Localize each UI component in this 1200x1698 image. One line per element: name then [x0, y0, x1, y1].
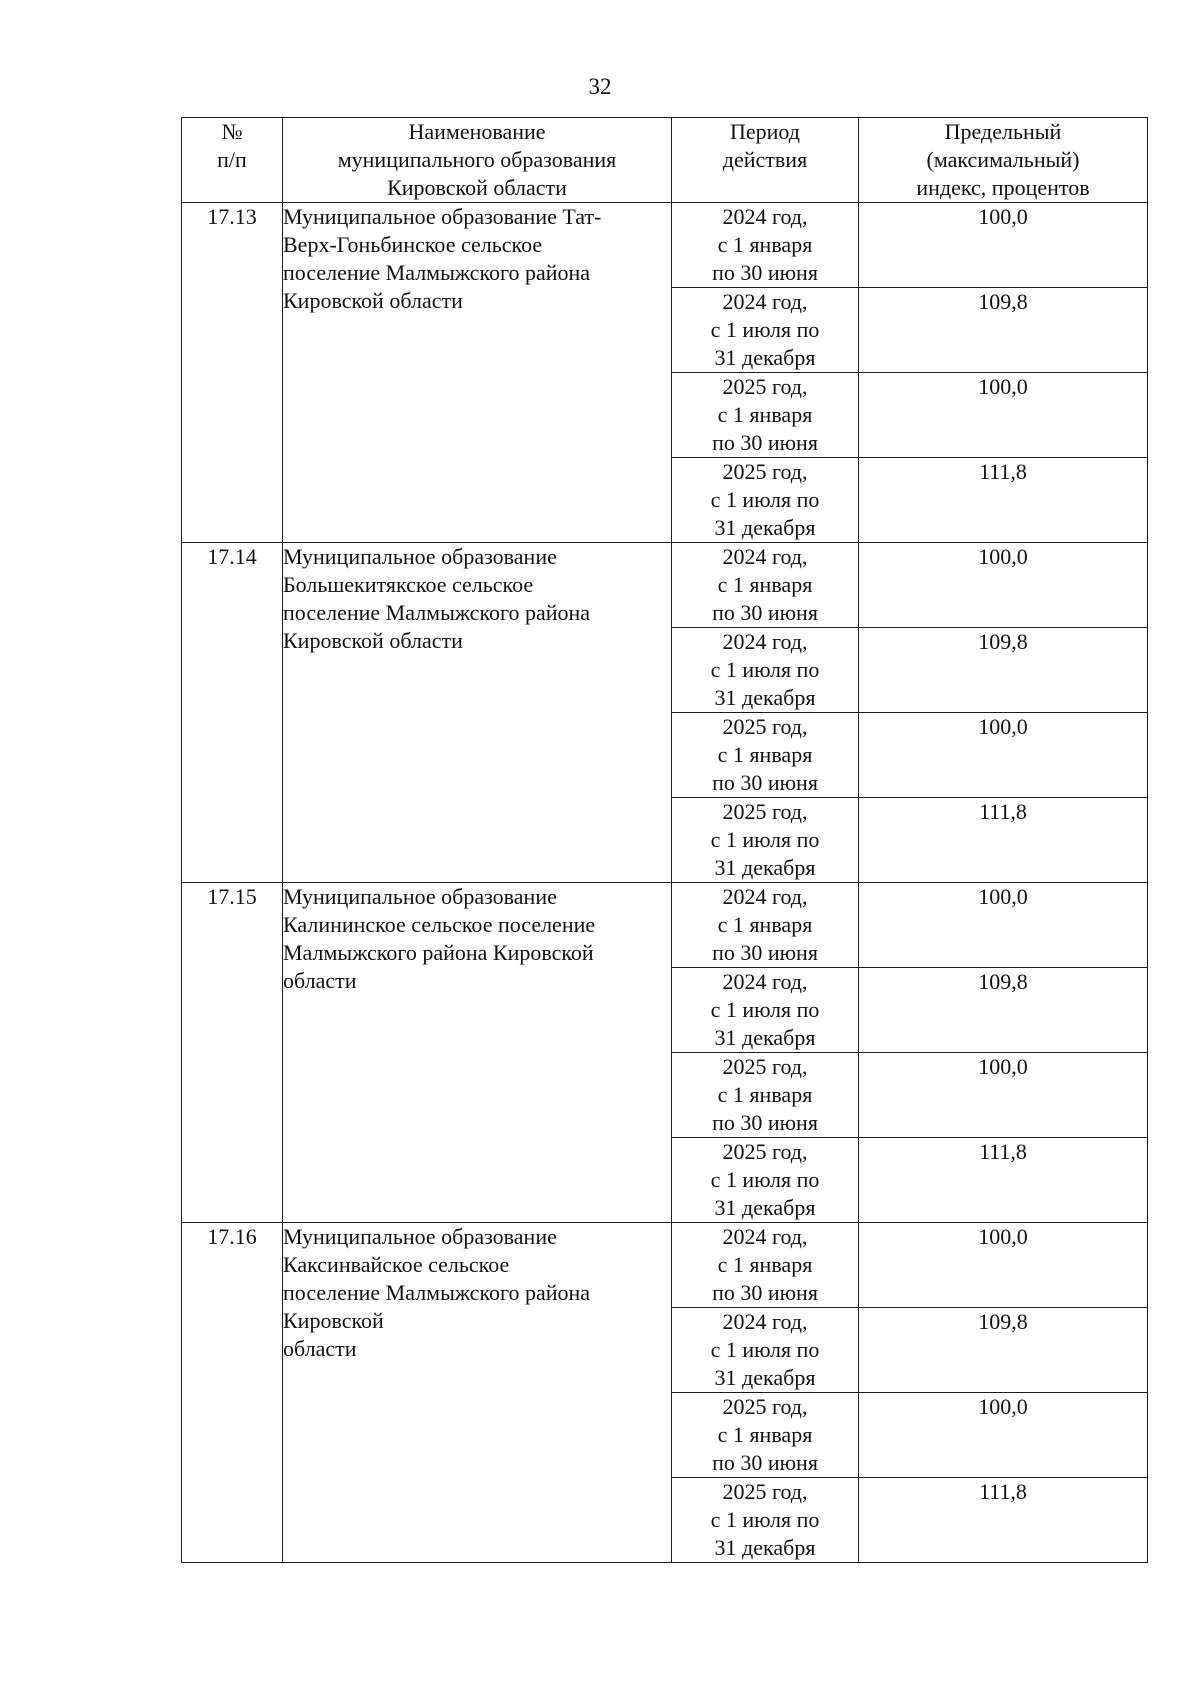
period-line: 2024 год, — [722, 1309, 808, 1334]
period-line: с 1 января — [717, 1082, 813, 1107]
municipality-name-line: области — [283, 968, 357, 993]
header-index-line: индекс, процентов — [916, 175, 1090, 200]
period-line: 2025 год, — [722, 1139, 808, 1164]
header-period — [672, 118, 859, 203]
municipality-name-line: Муниципальное образование — [283, 884, 557, 909]
period-line: 2025 год, — [722, 459, 808, 484]
period-line: 31 декабря — [714, 1535, 816, 1560]
municipality-name-line: Каксинвайское сельское — [283, 1252, 510, 1277]
index-value-cell: 111,8 — [859, 1478, 1148, 1563]
period-line: 31 декабря — [714, 515, 816, 540]
period-line: 31 декабря — [714, 685, 816, 710]
municipality-name-line: Кировской области — [283, 288, 463, 313]
row-number-cell: 17.14 — [182, 543, 283, 883]
period-line: 2025 год, — [722, 714, 808, 739]
period-cell — [672, 458, 859, 543]
period-line: 2024 год, — [722, 884, 808, 909]
period-line: 2024 год, — [722, 544, 808, 569]
municipality-name-cell — [283, 203, 672, 543]
row-number-cell: 17.16 — [182, 1223, 283, 1563]
period-cell — [672, 713, 859, 798]
index-value-cell: 111,8 — [859, 458, 1148, 543]
period-line: 2024 год, — [722, 289, 808, 314]
header-index-line: Предельный — [944, 119, 1062, 144]
period-line: по 30 июня — [712, 1280, 818, 1305]
row-number-cell: 17.15 — [182, 883, 283, 1223]
period-line: с 1 января — [717, 912, 813, 937]
period-cell — [672, 1138, 859, 1223]
period-line: по 30 июня — [712, 1450, 818, 1475]
municipality-name-line: Верх-Гоньбинское сельское — [283, 232, 543, 257]
index-value-cell: 100,0 — [859, 1393, 1148, 1478]
index-value-cell: 100,0 — [859, 1223, 1148, 1308]
municipality-name-line: Кировской — [283, 1308, 384, 1333]
table-row — [182, 883, 1148, 968]
municipality-name-line: Муниципальное образование Тат- — [283, 204, 602, 229]
tariff-index-table — [181, 117, 1148, 1563]
period-line: 31 декабря — [714, 1365, 816, 1390]
period-line: 31 декабря — [714, 1025, 816, 1050]
period-line: 2025 год, — [722, 799, 808, 824]
period-line: 2024 год, — [722, 1224, 808, 1249]
table-body — [182, 203, 1148, 1563]
period-line: с 1 июля по — [710, 1337, 820, 1362]
period-line: по 30 июня — [712, 430, 818, 455]
period-cell — [672, 628, 859, 713]
header-index — [859, 118, 1148, 203]
municipality-name-cell — [283, 1223, 672, 1563]
period-line: по 30 июня — [712, 1110, 818, 1135]
period-line: по 30 июня — [712, 940, 818, 965]
period-cell — [672, 798, 859, 883]
period-line: с 1 июля по — [710, 317, 820, 342]
period-line: с 1 января — [717, 742, 813, 767]
index-value-cell: 109,8 — [859, 968, 1148, 1053]
period-cell — [672, 1053, 859, 1138]
period-line: с 1 июля по — [710, 657, 820, 682]
municipality-name-line: Калининское сельское поселение — [283, 912, 596, 937]
period-line: 2025 год, — [722, 1394, 808, 1419]
municipality-name-line: области — [283, 1336, 357, 1361]
period-cell — [672, 288, 859, 373]
index-value-cell: 109,8 — [859, 628, 1148, 713]
period-line: по 30 июня — [712, 600, 818, 625]
municipality-name-line: Большекитякское сельское — [283, 572, 534, 597]
header-num-line: п/п — [217, 147, 247, 172]
header-num — [182, 118, 283, 203]
period-line: с 1 июля по — [710, 997, 820, 1022]
period-line: 2024 год, — [722, 969, 808, 994]
municipality-name-line: Кировской области — [283, 628, 463, 653]
municipality-name-cell — [283, 543, 672, 883]
municipality-name-line: поселение Малмыжского района — [283, 1280, 591, 1305]
period-line: 2024 год, — [722, 629, 808, 654]
header-name-line: Кировской области — [387, 175, 567, 200]
period-line: 2025 год, — [722, 1054, 808, 1079]
period-line: с 1 июля по — [710, 487, 820, 512]
period-line: с 1 января — [717, 1252, 813, 1277]
period-cell — [672, 1478, 859, 1563]
header-num-line: № — [221, 119, 243, 144]
row-number-cell: 17.13 — [182, 203, 283, 543]
period-line: 31 декабря — [714, 345, 816, 370]
municipality-name-line: Малмыжского района Кировской — [283, 940, 594, 965]
period-line: 2024 год, — [722, 204, 808, 229]
period-line: с 1 января — [717, 572, 813, 597]
period-cell — [672, 968, 859, 1053]
header-period-line: действия — [722, 147, 808, 172]
table-row — [182, 1223, 1148, 1308]
period-line: 31 декабря — [714, 855, 816, 880]
index-value-cell: 109,8 — [859, 1308, 1148, 1393]
header-name-line: муниципального образования — [337, 147, 617, 172]
period-line: с 1 января — [717, 1422, 813, 1447]
page-number: 32 — [588, 74, 612, 99]
index-value-cell: 100,0 — [859, 1053, 1148, 1138]
period-line: 2025 год, — [722, 1479, 808, 1504]
period-cell — [672, 373, 859, 458]
period-line: 31 декабря — [714, 1195, 816, 1220]
period-cell — [672, 203, 859, 288]
header-row — [182, 118, 1148, 203]
municipality-name-cell — [283, 883, 672, 1223]
index-value-cell: 100,0 — [859, 543, 1148, 628]
header-period-line: Период — [730, 119, 800, 144]
period-cell — [672, 1223, 859, 1308]
period-line: с 1 июля по — [710, 1507, 820, 1532]
period-line: с 1 июля по — [710, 1167, 820, 1192]
index-value-cell: 100,0 — [859, 713, 1148, 798]
table-row — [182, 203, 1148, 288]
index-value-cell: 100,0 — [859, 373, 1148, 458]
table-header — [182, 118, 1148, 203]
index-value-cell: 111,8 — [859, 798, 1148, 883]
index-value-cell: 111,8 — [859, 1138, 1148, 1223]
period-cell — [672, 883, 859, 968]
municipality-name-line: поселение Малмыжского района — [283, 260, 591, 285]
period-line: с 1 января — [717, 402, 813, 427]
index-value-cell: 100,0 — [859, 883, 1148, 968]
index-value-cell: 100,0 — [859, 203, 1148, 288]
period-line: с 1 июля по — [710, 827, 820, 852]
header-name-line: Наименование — [408, 119, 546, 144]
municipality-name-line: поселение Малмыжского района — [283, 600, 591, 625]
period-cell — [672, 1308, 859, 1393]
period-line: по 30 июня — [712, 770, 818, 795]
header-name — [283, 118, 672, 203]
municipality-name-line: Муниципальное образование — [283, 544, 557, 569]
period-cell — [672, 543, 859, 628]
period-line: по 30 июня — [712, 260, 818, 285]
period-line: с 1 января — [717, 232, 813, 257]
index-value-cell: 109,8 — [859, 288, 1148, 373]
header-index-line: (максимальный) — [926, 147, 1080, 172]
period-cell — [672, 1393, 859, 1478]
period-line: 2025 год, — [722, 374, 808, 399]
table-row — [182, 543, 1148, 628]
municipality-name-line: Муниципальное образование — [283, 1224, 557, 1249]
